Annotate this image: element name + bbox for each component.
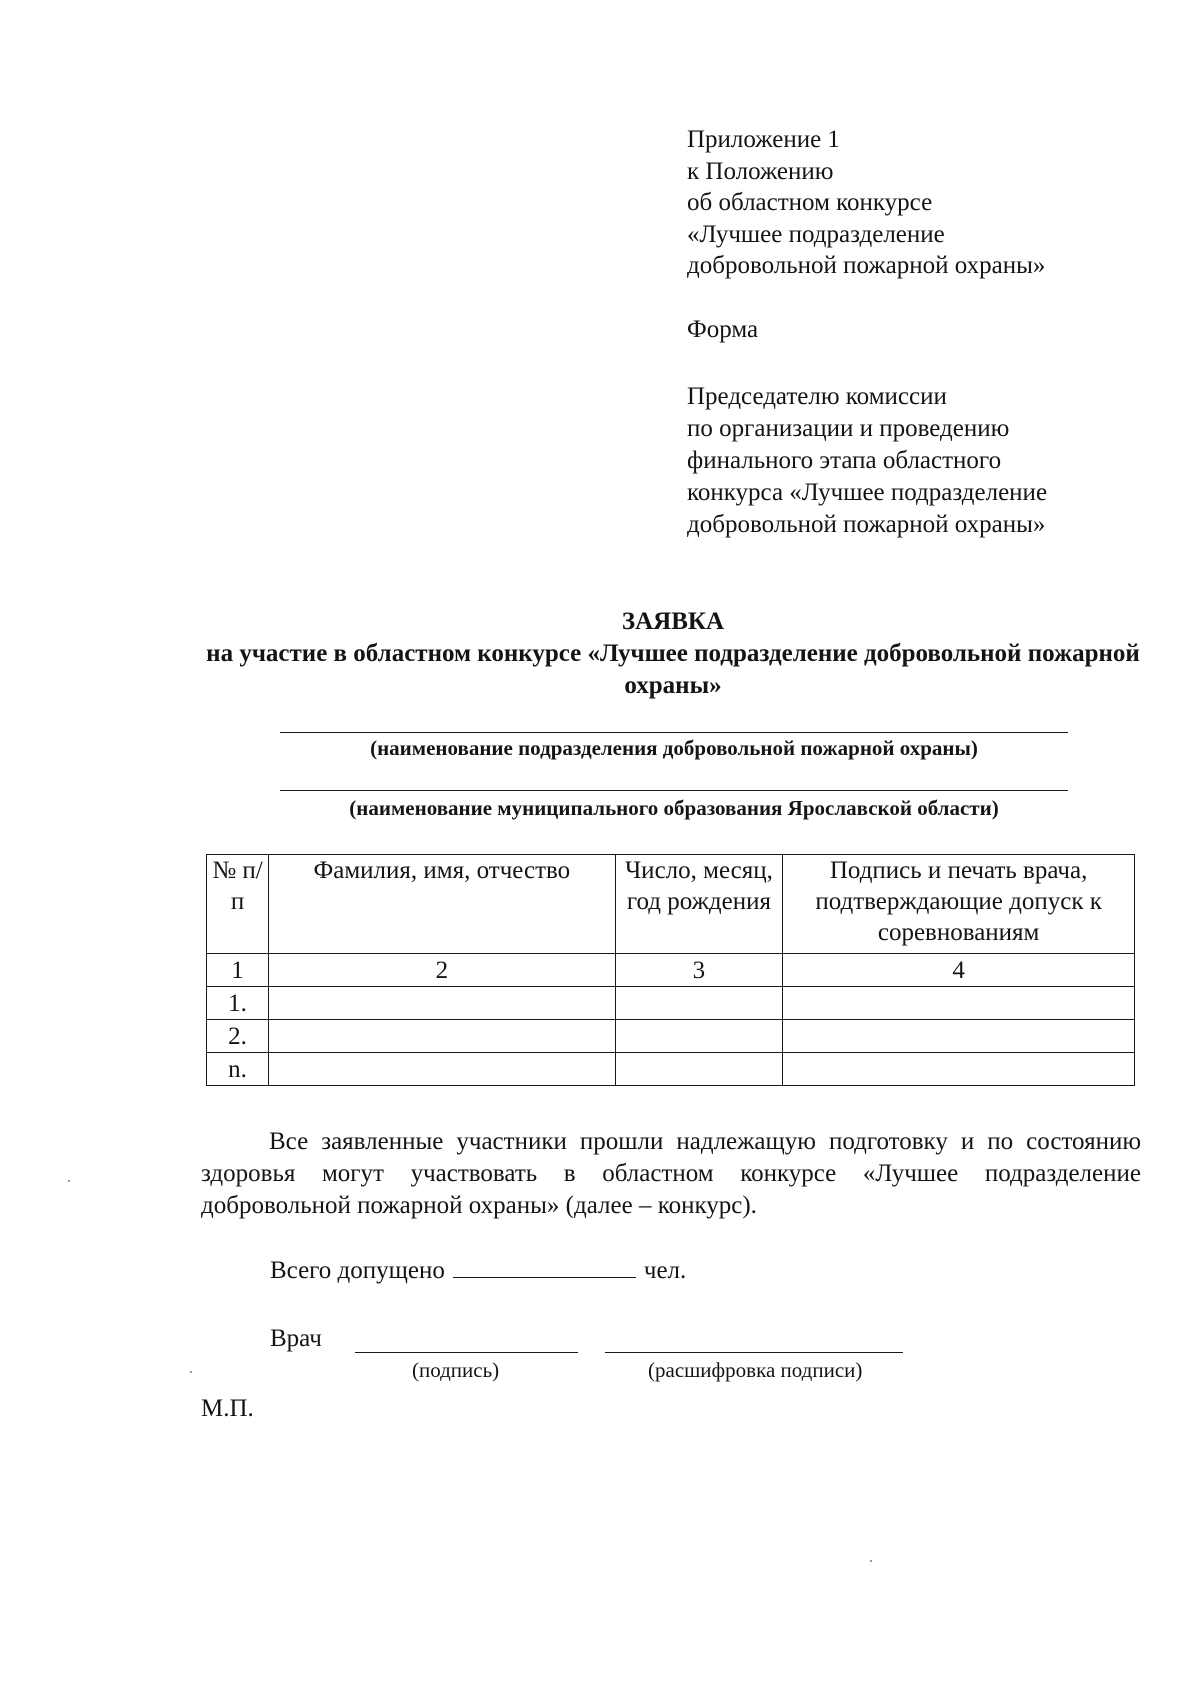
appendix-line: добровольной пожарной охраны»	[687, 252, 1046, 279]
appendix-line: Приложение 1	[687, 126, 840, 153]
doctor-name-field[interactable]	[605, 1352, 903, 1353]
total-admitted-field[interactable]	[453, 1255, 636, 1278]
row-number: 1.	[207, 987, 269, 1020]
addressee-line: по организации и проведению	[687, 415, 1010, 442]
addressee-line: Председателю комиссии	[687, 383, 947, 410]
table-row	[207, 1053, 1135, 1086]
row-number: n.	[207, 1053, 269, 1086]
full-name-cell[interactable]	[269, 1020, 616, 1053]
signature-caption: (подпись)	[412, 1358, 500, 1382]
document-subtitle: на участие в областном конкурсе «Лучшее подразделение добровольной пожарной охраны»	[206, 640, 1140, 699]
table-column-numbers-row	[207, 954, 1135, 987]
table-row	[207, 1020, 1135, 1053]
full-name-cell[interactable]	[269, 1053, 616, 1086]
total-admitted-unit: чел.	[643, 1257, 687, 1284]
document-title: ЗАЯВКА	[621, 608, 725, 635]
column-header-birth-date: Число, месяц, год рождения	[615, 855, 783, 954]
column-number: 1	[207, 954, 269, 987]
addressee-line: добровольной пожарной охраны»	[687, 511, 1046, 538]
doctor-signature-field[interactable]	[355, 1352, 578, 1353]
column-header-doctor-signature: Подпись и печать врача, подтверждающие допуск к соревнованиям	[783, 855, 1135, 954]
scan-speck	[870, 1560, 872, 1562]
addressee-line: финального этапа областного	[687, 447, 1002, 474]
signature-decoding-caption: (расшифровка подписи)	[648, 1358, 863, 1382]
scan-speck	[68, 1180, 70, 1182]
stamp-place: М.П.	[201, 1395, 254, 1422]
column-header-full-name: Фамилия, имя, отчество	[269, 855, 616, 954]
form-label: Форма	[687, 316, 759, 343]
table-header-row	[207, 855, 1135, 954]
appendix-line: об областном конкурсе	[687, 189, 933, 216]
birth-date-cell[interactable]	[615, 987, 783, 1020]
appendix-line: к Положению	[687, 157, 834, 185]
full-name-cell[interactable]	[269, 987, 616, 1020]
scan-speck	[190, 1371, 192, 1373]
unit-name-field[interactable]	[280, 732, 1068, 733]
birth-date-cell[interactable]	[615, 1053, 783, 1086]
declaration-paragraph: Все заявленные участники прошли надлежащую подготовку и по состоянию здоровья могут участвовать в областном конкурсе «Лучшее подразделение добровольной пожарной охраны» (далее – конкурс).	[201, 1128, 1141, 1219]
doctor-signature-cell[interactable]	[783, 1020, 1135, 1053]
table-row	[207, 987, 1135, 1020]
appendix-line: «Лучшее подразделение	[687, 220, 945, 248]
appendix-header	[687, 124, 1045, 282]
participants-table	[206, 854, 1135, 1086]
column-number: 4	[783, 954, 1135, 987]
total-admitted-line	[270, 1255, 686, 1287]
birth-date-cell[interactable]	[615, 1020, 783, 1053]
municipality-name-field[interactable]	[280, 790, 1068, 791]
municipality-name-caption: (наименование муниципального образования Ярославской области)	[349, 796, 999, 820]
addressee-block	[687, 381, 1047, 541]
addressee-line: конкурса «Лучшее подразделение	[687, 479, 1048, 506]
doctor-signature-cell[interactable]	[783, 987, 1135, 1020]
column-number: 2	[269, 954, 616, 987]
column-header-number: № п/п	[207, 855, 269, 954]
doctor-signature-cell[interactable]	[783, 1053, 1135, 1086]
row-number: 2.	[207, 1020, 269, 1053]
doctor-label: Врач	[270, 1325, 322, 1352]
column-number: 3	[615, 954, 783, 987]
total-admitted-label: Всего допущено	[270, 1257, 445, 1284]
unit-name-caption: (наименование подразделения добровольной пожарной охраны)	[370, 736, 978, 760]
